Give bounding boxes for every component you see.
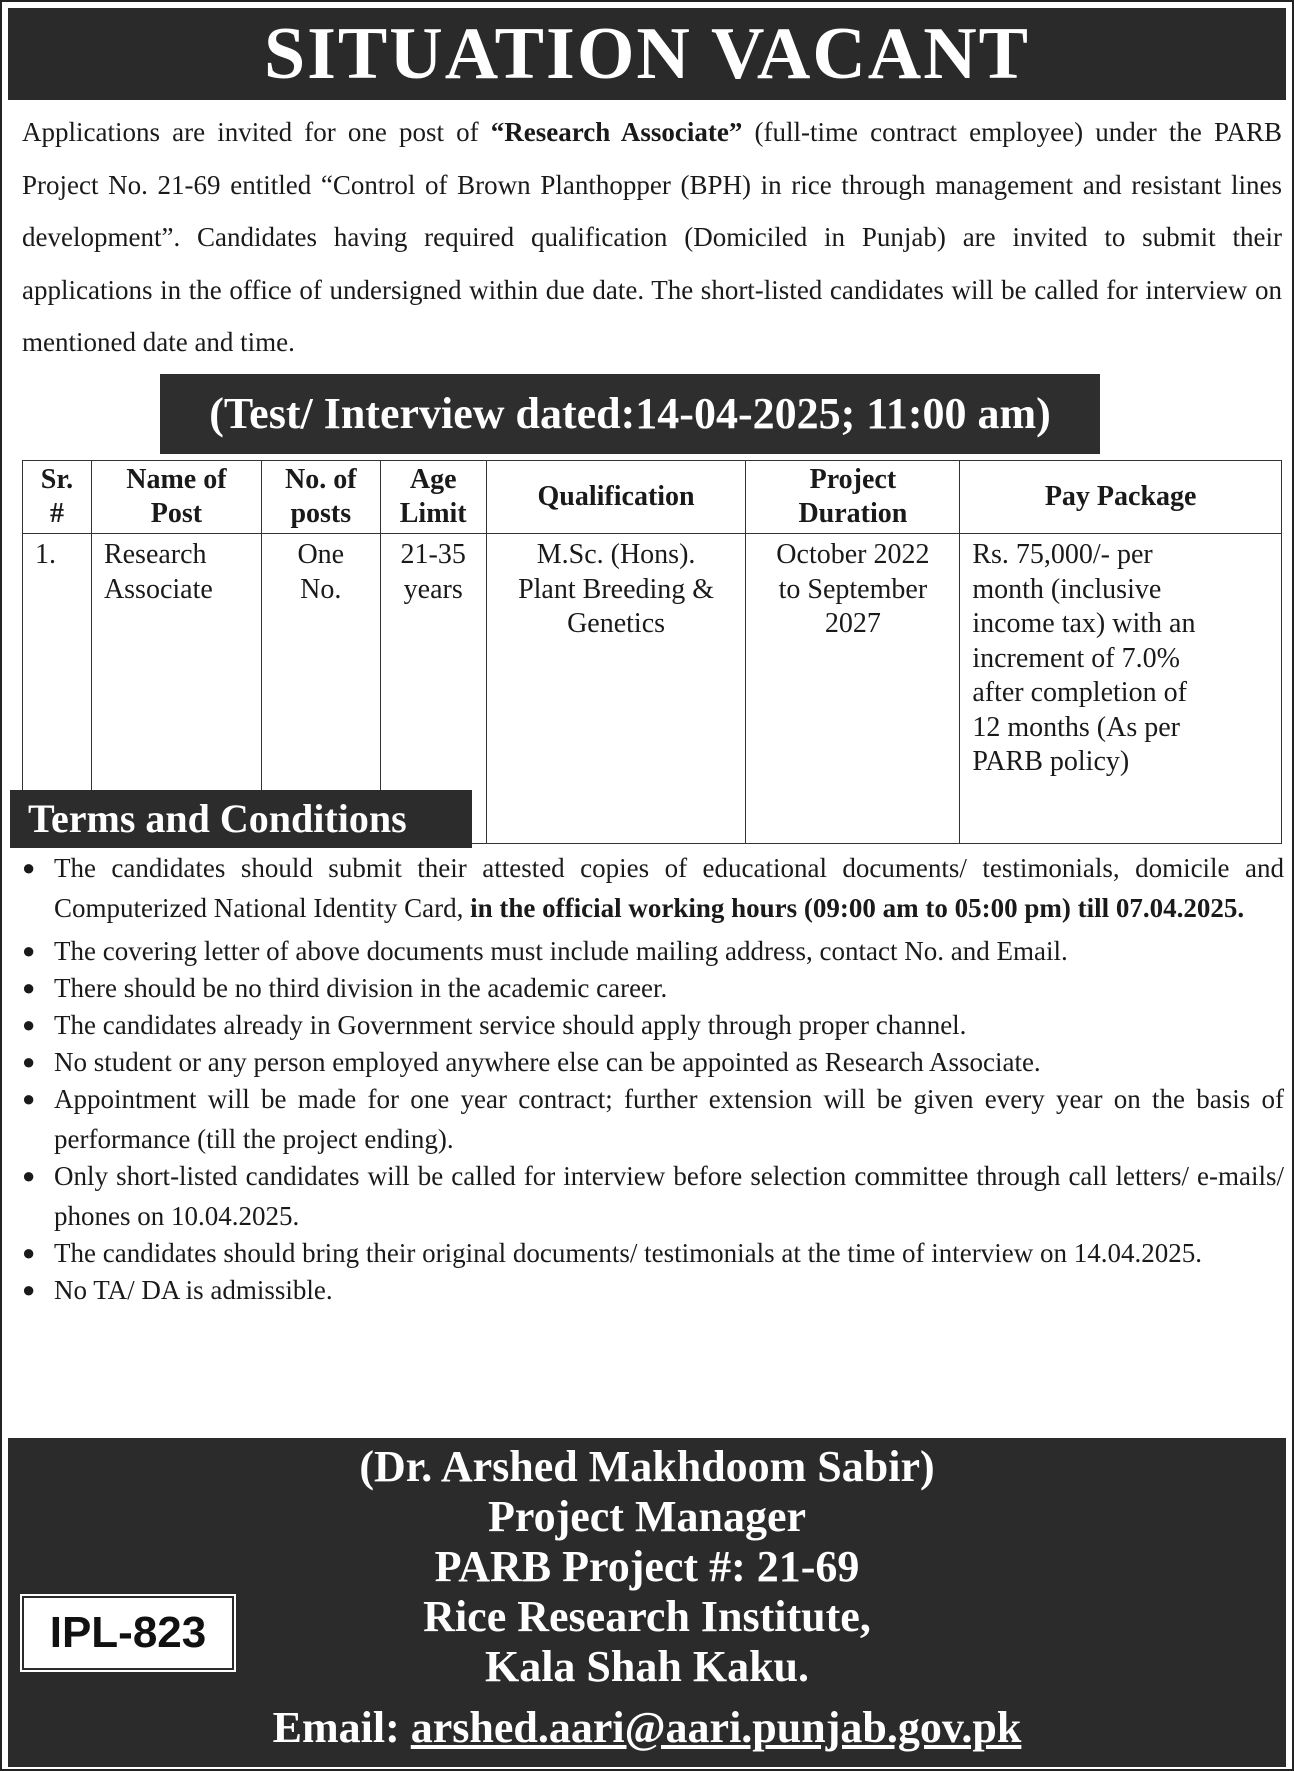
- list-item: ● The candidates should bring their original documents/ testimonials at the time of interview on 14.04.2025.: [22, 1233, 1284, 1273]
- cell-age-limit: 21-35 years: [380, 534, 486, 844]
- signatory-name: (Dr. Arshed Makhdoom Sabir): [359, 1442, 935, 1491]
- list-item: ● No TA/ DA is admissible.: [22, 1270, 1284, 1310]
- email-link[interactable]: arshed.aari@aari.punjab.gov.pk: [410, 1703, 1022, 1752]
- list-item: ● No student or any person employed anywhere else can be appointed as Research Associate.: [22, 1042, 1284, 1082]
- cell-pay-package: Rs. 75,000/- per month (inclusive income tax) with an increment of 7.0% after completion of 12 months (As per PARB policy): [960, 534, 1282, 844]
- email-line: [8, 1702, 1286, 1754]
- signatory-location: Kala Shah Kaku.: [484, 1642, 810, 1691]
- signatory-project: PARB Project #: 21-69: [434, 1542, 860, 1591]
- list-item: ● The candidates should submit their attested copies of educational documents/ testimonials, domicile and Computerized National Identity Card, in the official working hours (09:00 am to 05:00 pm) till 07.04.2025.: [22, 848, 1284, 928]
- bullet-icon: ●: [22, 1012, 36, 1037]
- header-no-of-posts: No. of posts: [261, 461, 380, 534]
- signatory-designation: Project Manager: [487, 1492, 807, 1541]
- cell-qualification: M.Sc. (Hons). Plant Breeding & Genetics: [486, 534, 746, 844]
- intro-paragraph: [22, 106, 1282, 369]
- table-header-row: [23, 461, 1282, 534]
- bullet-icon: ●: [22, 1049, 36, 1074]
- bullet-icon: ●: [22, 975, 36, 1000]
- list-item: ● Only short-listed candidates will be called for interview before selection committee through call letters/ e-mails/ phones on 10.04.2025.: [22, 1156, 1284, 1236]
- signature-block: [8, 1438, 1286, 1767]
- bullet-icon: ●: [22, 1240, 36, 1265]
- intro-text-1: Applications are invited for one post of: [22, 117, 491, 147]
- header-qualification: Qualification: [486, 461, 746, 534]
- terms-heading: Terms and Conditions: [10, 790, 472, 848]
- bullet-icon: ●: [22, 938, 36, 963]
- email-label: Email:: [272, 1703, 411, 1752]
- header-age-limit: Age Limit: [380, 461, 486, 534]
- cell-project-duration: October 2022 to September 2027: [746, 534, 960, 844]
- list-item: ● There should be no third division in the academic career.: [22, 968, 1284, 1008]
- cell-name-of-post: Research Associate: [91, 534, 261, 844]
- header-name-of-post: Name of Post: [91, 461, 261, 534]
- cell-sr: 1.: [23, 534, 92, 844]
- bullet-icon: ●: [22, 855, 36, 880]
- bullet-icon: ●: [22, 1163, 36, 1188]
- intro-text-2: (full-time contract employee) under the PARB Project No. 21-69 entitled “Control of Brown Planthopper (BPH) in rice through management and resistant lines development”. Candidates having required qualification (Domiciled in Punjab) are invited to submit their applications in the office of undersigned within due date. The short-listed candidates will be called for interview on mentioned date and time.: [22, 117, 1282, 357]
- list-item: ● The candidates already in Government service should apply through proper channel.: [22, 1005, 1284, 1045]
- page-title: SITUATION VACANT: [8, 8, 1286, 100]
- terms-list: [22, 848, 1284, 1310]
- header-project-duration: Project Duration: [746, 461, 960, 534]
- header-sr: Sr. #: [23, 461, 92, 534]
- list-item: ● The covering letter of above documents must include mailing address, contact No. and Email.: [22, 931, 1284, 971]
- list-item: ● Appointment will be made for one year contract; further extension will be given every year on the basis of performance (till the project ending).: [22, 1079, 1284, 1159]
- bullet-icon: ●: [22, 1277, 36, 1302]
- post-details-table: [22, 460, 1282, 844]
- ipl-code-box: IPL-823: [22, 1596, 234, 1670]
- interview-date-banner: (Test/ Interview dated:14-04-2025; 11:00 am): [160, 374, 1100, 454]
- header-pay-package: Pay Package: [960, 461, 1282, 534]
- signatory-institute: Rice Research Institute,: [423, 1592, 871, 1641]
- bullet-icon: ●: [22, 1086, 36, 1111]
- intro-post-name: “Research Associate”: [490, 117, 743, 147]
- cell-no-of-posts: One No.: [261, 534, 380, 844]
